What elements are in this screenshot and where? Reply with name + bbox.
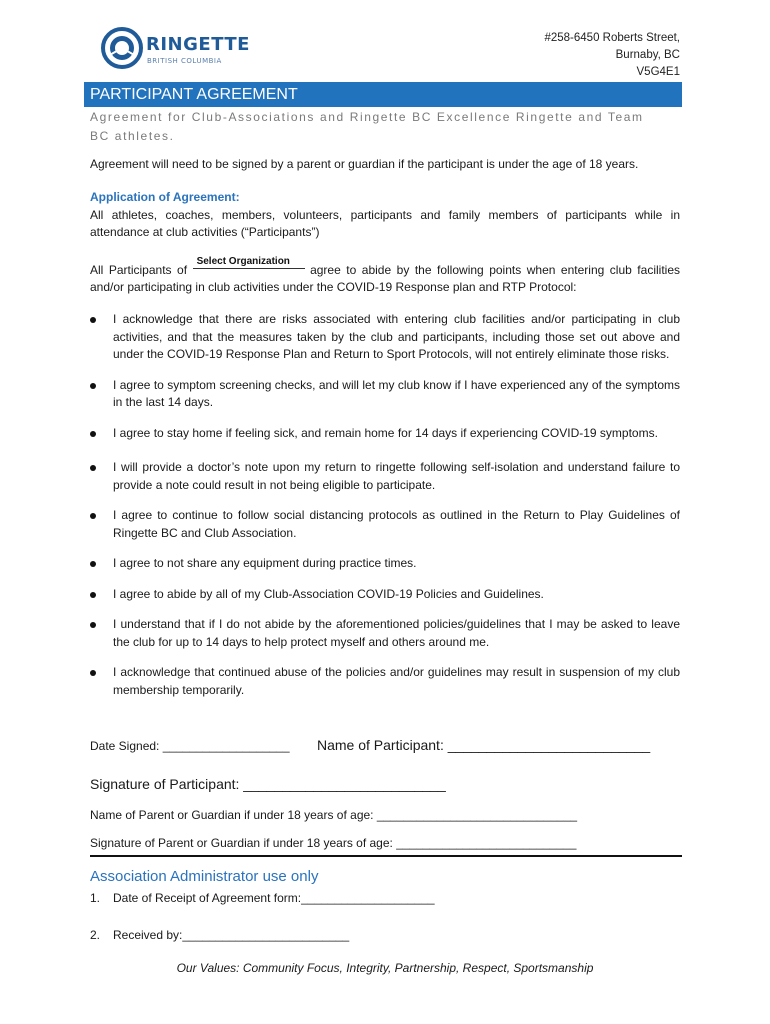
agreement-point: I will provide a doctor’s note upon my return to ringette following self-isolation and understand failure to provide a note could result in not being eligible to participate. (90, 459, 680, 494)
agreement-point: I agree to continue to follow social distancing protocols as outlined in the Return to Play Guidelines of Ringette BC and Club Association. (90, 507, 680, 542)
admin-heading: Association Administrator use only (90, 868, 319, 885)
address-block (544, 30, 680, 81)
agreement-points-list (90, 311, 680, 699)
admin-item-text: Date of Receipt of Agreement form:____________________ (113, 891, 435, 905)
select-organization-dropdown[interactable]: Select Organization (193, 256, 305, 269)
guardian-signature-field[interactable]: Signature of Parent or Guardian if under 18 years of age: ___________________________ (90, 836, 577, 850)
agreement-point: I agree to not share any equipment during practice times. (90, 555, 680, 573)
address-line-1: #258-6450 Roberts Street, (544, 32, 680, 44)
agreement-point: I acknowledge that there are risks associated with entering club facilities and/or participating in club activities, and that the measures taken by the club and participants, including those set out above and under the COVID-19 Response Plan and Return to Sport Protocols, will not entirely eliminate those risks. (90, 311, 680, 364)
participant-signature-field[interactable]: Signature of Participant: __________________________ (90, 776, 446, 792)
address-line-2: Burnaby, BC (615, 49, 680, 61)
bullet-icon (90, 670, 96, 676)
date-signed-field[interactable]: Date Signed: ___________________ (90, 739, 290, 753)
bullet-icon (90, 465, 96, 471)
participants-prefix: All Participants of (90, 263, 188, 277)
participants-suffix: agree to abide by the following points when entering club facilities and/or participating in club activities under the COVID-19 Response plan and RTP Protocol: (90, 263, 680, 294)
guardian-note: Agreement will need to be signed by a parent or guardian if the participant is under the age of 18 years. (90, 157, 639, 171)
ringette-bc-logo (100, 24, 250, 72)
bullet-icon (90, 592, 96, 598)
logo-subtitle: BRITISH COLUMBIA (147, 57, 222, 65)
agreement-point: I agree to symptom screening checks, and will let my club know if I have experienced any of the symptoms in the last 14 days. (90, 377, 680, 412)
section-divider (90, 855, 682, 857)
admin-receipt-date-field[interactable] (90, 891, 435, 905)
application-text: All athletes, coaches, members, volunteers, participants and family members of participants while in attendance at club activities (“Participants”) (90, 208, 680, 239)
bullet-icon (90, 431, 96, 437)
bullet-icon (90, 561, 96, 567)
participants-statement (90, 256, 680, 296)
bullet-icon (90, 513, 96, 519)
admin-item-number: 2. (90, 928, 101, 942)
logo-wordmark: RINGETTE (146, 34, 250, 55)
page-title: PARTICIPANT AGREEMENT (84, 82, 682, 107)
agreement-point: I understand that if I do not abide by the aforementioned policies/guidelines that I may be asked to leave the club for up to 14 days to help protect myself and others around me. (90, 616, 680, 651)
address-line-3: V5G4E1 (636, 66, 680, 78)
agreement-point: I acknowledge that continued abuse of the policies and/or guidelines may result in suspension of my club membership temporarily. (90, 664, 680, 699)
application-heading: Application of Agreement: (90, 190, 240, 204)
admin-received-by-field[interactable] (90, 928, 349, 942)
bullet-icon (90, 622, 96, 628)
admin-item-number: 1. (90, 891, 101, 905)
values-footer: Our Values: Community Focus, Integrity, Partnership, Respect, Sportsmanship (176, 961, 594, 975)
ringette-ring-icon (100, 26, 144, 70)
agreement-point: I agree to abide by all of my Club-Association COVID-19 Policies and Guidelines. (90, 586, 680, 604)
guardian-name-field[interactable]: Name of Parent or Guardian if under 18 years of age: ______________________________ (90, 808, 578, 822)
page-subtitle: Agreement for Club-Associations and Ringette BC Excellence Ringette and Team BC athletes. (90, 110, 644, 143)
participant-name-field[interactable]: Name of Participant: __________________________ (317, 737, 651, 753)
admin-item-text: Received by:_________________________ (113, 928, 350, 942)
bullet-icon (90, 317, 96, 323)
agreement-point: I agree to stay home if feeling sick, and remain home for 14 days if experiencing COVID-19 symptoms. (90, 425, 680, 443)
bullet-icon (90, 383, 96, 389)
